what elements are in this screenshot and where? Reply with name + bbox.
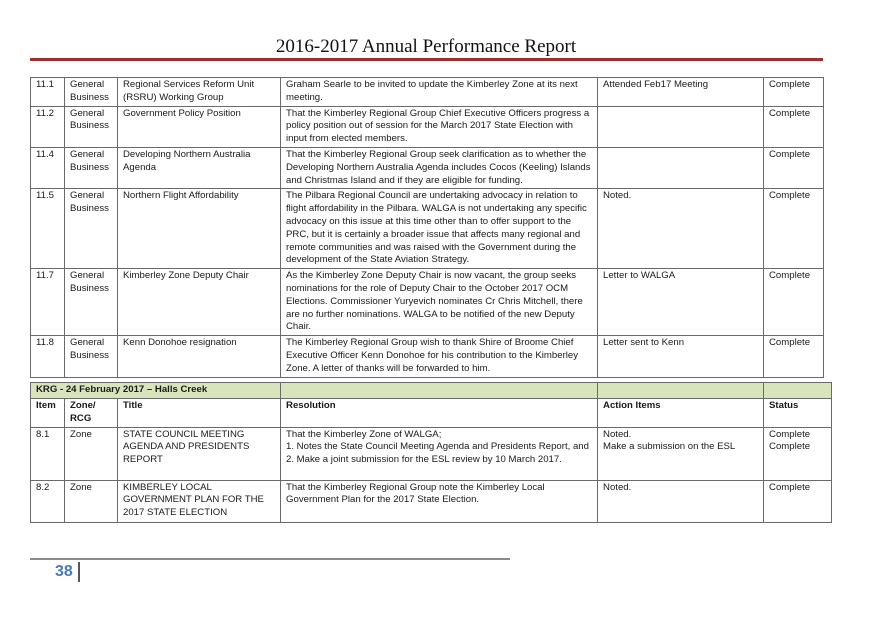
table-row [31,427,832,480]
status-line: Complete [769,441,811,453]
action-line: Noted. [603,481,632,493]
item-cell: 8.1 [31,427,65,480]
status-line: Complete [769,428,811,440]
section-cell-empty [281,383,598,399]
action-cell [598,480,764,522]
resolution-cell: The Pilbara Regional Council are undertaking advocacy in relation to flight affordability in the Pilbara. WALGA is not undertaking any specific advocacy on this issue at this time other than to offer support to the PRC, but it is certainly a broader issue that affects many regional and remote communities and was raised with the Government during the development of the State Aviation Strategy. [281,189,598,269]
table-row [31,189,824,269]
section-header-row [31,383,832,399]
table-row [31,480,832,522]
items-table-krg-meeting [30,382,832,523]
zone-cell: General Business [65,106,118,147]
zone-cell: General Business [65,147,118,188]
resolution-line: That the Kimberley Zone of WALGA; [286,428,442,440]
title-cell: Kimberley Zone Deputy Chair [118,269,281,336]
report-title: 2016-2017 Annual Performance Report [275,36,577,57]
zone-cell: General Business [65,336,118,377]
zone-cell: General Business [65,269,118,336]
action-cell [598,427,764,480]
table-row [31,336,824,377]
zone-cell: Zone [65,427,118,480]
header-status: Status [764,399,832,428]
action-cell: Noted. [598,189,764,269]
resolution-cell: That the Kimberley Regional Group Chief Executive Officers progress a policy position out of session for the March 2017 State Election with input from elected members. [281,106,598,147]
action-line: Make a submission on the ESL [603,441,736,453]
status-cell: Complete [764,269,824,336]
resolution-cell: The Kimberley Regional Group wish to thank Shire of Broome Chief Executive Officer Kenn Donohoe for his contribution to the Kimberley Zone. A letter of thanks will be forwarded to him. [281,336,598,377]
header-action: Action Items [598,399,764,428]
section-cell-empty [598,383,764,399]
status-cell [764,480,832,522]
resolution-cell: Graham Searle to be invited to update the Kimberley Zone at its next meeting. [281,78,598,107]
table-row [31,106,824,147]
resolution-line: That the Kimberley Regional Group note the Kimberley Local Government Plan for the 2017 State Election. [286,481,545,506]
item-cell: 11.5 [31,189,65,269]
title-cell: Government Policy Position [118,106,281,147]
action-cell [598,147,764,188]
status-cell [764,427,832,480]
item-cell: 8.2 [31,480,65,522]
resolution-cell: That the Kimberley Regional Group seek clarification as to whether the Developing Northern Australia Agenda includes Cocos (Keeling) Islands and Christmas Island and if they are eligible for funding. [281,147,598,188]
resolution-cell [281,427,598,480]
item-cell: 11.2 [31,106,65,147]
header-title: Title [118,399,281,428]
header-item: Item [31,399,65,428]
table-row [31,147,824,188]
title-cell: KIMBERLEY LOCAL GOVERNMENT PLAN FOR THE 2017 STATE ELECTION [118,480,281,522]
table-row [31,269,824,336]
action-cell: Letter sent to Kenn [598,336,764,377]
item-cell: 11.8 [31,336,65,377]
title-rule [30,58,823,61]
page-number-bar [78,562,80,582]
title-cell: Northern Flight Affordability [118,189,281,269]
status-cell: Complete [764,106,824,147]
zone-cell: Zone [65,480,118,522]
resolution-cell: As the Kimberley Zone Deputy Chair is now vacant, the group seeks nominations for the role of Deputy Chair to the October 2017 OCM Elections. Commissioner Yuryevich nominates Cr Chris Mitchell, there are no further nominations. WALGA to be notified of the new Deputy Chair. [281,269,598,336]
resolution-line: 2. Make a joint submission for the ESL review by 10 March 2017. [286,454,562,466]
section-cell-empty [764,383,832,399]
status-cell: Complete [764,336,824,377]
zone-cell: General Business [65,189,118,269]
action-line: Noted. [603,428,632,440]
action-cell: Attended Feb17 Meeting [598,78,764,107]
item-cell: 11.4 [31,147,65,188]
items-table-general-business [30,77,824,378]
item-cell: 11.7 [31,269,65,336]
title-cell: Regional Services Reform Unit (RSRU) Working Group [118,78,281,107]
resolution-line: 1. Notes the State Council Meeting Agenda and Presidents Report, and [286,441,589,453]
title-cell: Kenn Donohoe resignation [118,336,281,377]
status-cell: Complete [764,78,824,107]
section-title: KRG - 24 February 2017 – Halls Creek [31,383,281,399]
title-cell: STATE COUNCIL MEETING AGENDA AND PRESIDENTS REPORT [118,427,281,480]
title-cell: Developing Northern Australia Agenda [118,147,281,188]
header-row [31,399,832,428]
item-cell: 11.1 [31,78,65,107]
resolution-cell [281,480,598,522]
status-line: Complete [769,481,811,493]
table-row [31,78,824,107]
status-cell: Complete [764,189,824,269]
footer-rule [30,558,510,560]
action-cell: Letter to WALGA [598,269,764,336]
header-zone: Zone/ RCG [65,399,118,428]
zone-cell: General Business [65,78,118,107]
page-number: 38 [55,563,73,580]
header-resolution: Resolution [281,399,598,428]
status-cell: Complete [764,147,824,188]
action-cell [598,106,764,147]
